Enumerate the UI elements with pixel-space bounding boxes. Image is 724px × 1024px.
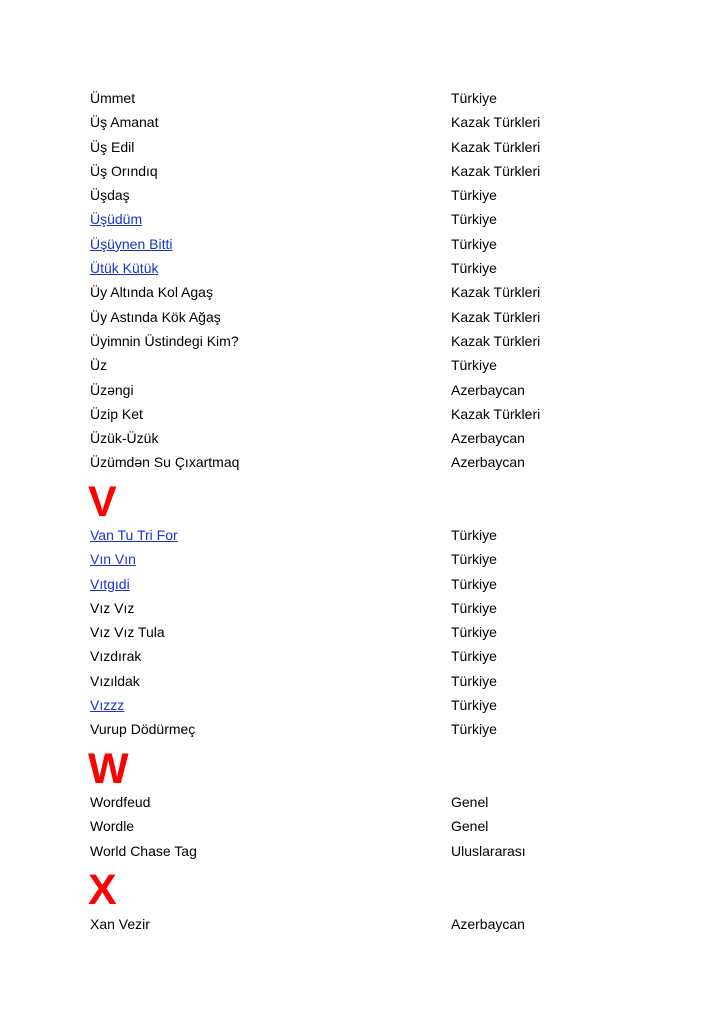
game-region: Türkiye — [451, 624, 497, 641]
game-name: Üyimnin Üstindegi Kim? — [90, 332, 239, 349]
game-region: Türkiye — [451, 575, 497, 592]
section-letter-x: X — [88, 866, 117, 914]
game-name: Üzük-Üzük — [90, 430, 159, 447]
game-region: Kazak Türkleri — [451, 138, 541, 155]
section-v — [90, 523, 650, 742]
game-region: Türkiye — [451, 599, 497, 616]
game-region: Kazak Türkleri — [451, 405, 541, 422]
list-item — [90, 378, 650, 402]
game-name: Üzip Ket — [90, 405, 143, 422]
section-w — [90, 790, 650, 863]
game-region: Türkiye — [451, 235, 497, 252]
list-item — [90, 450, 650, 474]
game-name-link[interactable]: Üşüynen Bitti — [90, 235, 173, 252]
game-name: Vız Vız — [90, 599, 135, 616]
game-region: Kazak Türkleri — [451, 308, 541, 325]
game-region: Azerbaycan — [451, 381, 525, 398]
section-x — [90, 912, 650, 936]
list-item — [90, 912, 650, 936]
game-region: Türkiye — [451, 672, 497, 689]
list-item — [90, 232, 650, 256]
list-item — [90, 256, 650, 280]
list-item — [90, 547, 650, 571]
list-item — [90, 693, 650, 717]
game-name-link[interactable]: Üşüdüm — [90, 211, 143, 228]
list-item — [90, 572, 650, 596]
game-name-link[interactable]: Vın Vın — [90, 551, 136, 568]
section-u — [90, 86, 650, 475]
list-item — [90, 644, 650, 668]
game-region: Türkiye — [451, 260, 497, 277]
section-letter-w: W — [88, 745, 129, 793]
game-name: World Chase Tag — [90, 842, 197, 859]
list-item — [90, 280, 650, 304]
game-name: Wordfeud — [90, 794, 151, 810]
list-item — [90, 329, 650, 353]
game-region: Türkiye — [451, 697, 497, 714]
game-name: Vızdırak — [90, 648, 142, 665]
game-name: Üşdaş — [90, 187, 130, 204]
game-region: Türkiye — [451, 551, 497, 568]
game-region: Azerbaycan — [451, 454, 525, 471]
game-region: Genel — [451, 818, 489, 835]
game-region: Türkiye — [451, 90, 497, 106]
game-region: Kazak Türkleri — [451, 162, 541, 179]
list-item — [90, 596, 650, 620]
game-name: Wordle — [90, 818, 135, 835]
list-item — [90, 183, 650, 207]
game-name-link[interactable]: Vıtgıdi — [90, 575, 130, 592]
list-item — [90, 669, 650, 693]
game-region: Genel — [451, 794, 489, 810]
list-item — [90, 620, 650, 644]
game-region: Türkiye — [451, 527, 497, 543]
list-item — [90, 305, 650, 329]
game-name-link[interactable]: Vızzz — [90, 697, 125, 714]
game-region: Uluslararası — [451, 842, 526, 859]
game-name: Ümmet — [90, 90, 136, 106]
game-region: Azerbaycan — [451, 916, 525, 932]
game-name: Vızıldak — [90, 672, 140, 689]
game-name: Üzümdən Su Çıxartmaq — [90, 454, 240, 471]
game-region: Türkiye — [451, 357, 497, 374]
list-item — [90, 839, 650, 863]
game-region: Türkiye — [451, 211, 497, 228]
game-name: Üy Astında Kök Ağaş — [90, 308, 221, 325]
list-item — [90, 159, 650, 183]
list-item — [90, 426, 650, 450]
game-region: Kazak Türkleri — [451, 114, 541, 131]
game-region: Türkiye — [451, 721, 497, 738]
list-item — [90, 814, 650, 838]
game-region: Kazak Türkleri — [451, 284, 541, 301]
list-item — [90, 110, 650, 134]
list-item — [90, 402, 650, 426]
game-name-link[interactable]: Van Tu Tri For — [90, 527, 178, 543]
game-name: Vurup Dödürmeç — [90, 721, 196, 738]
game-name: Üy Altında Kol Agaş — [90, 284, 213, 301]
list-item — [90, 717, 650, 741]
game-name: Üş Orındıq — [90, 162, 158, 179]
game-name: Üş Edil — [90, 138, 135, 155]
list-item — [90, 353, 650, 377]
game-name: Üş Amanat — [90, 114, 159, 131]
game-name: Üz — [90, 357, 108, 374]
section-letter-v: V — [88, 478, 117, 526]
game-name: Xan Vezir — [90, 916, 150, 932]
list-item — [90, 790, 650, 814]
game-name: Vız Vız Tula — [90, 624, 165, 641]
game-region: Türkiye — [451, 648, 497, 665]
game-region: Azerbaycan — [451, 430, 525, 447]
list-item — [90, 135, 650, 159]
game-name: Üzəngi — [90, 381, 134, 398]
list-item — [90, 523, 650, 547]
game-region: Kazak Türkleri — [451, 332, 541, 349]
list-item — [90, 207, 650, 231]
game-name-link[interactable]: Ütük Kütük — [90, 260, 159, 277]
game-region: Türkiye — [451, 187, 497, 204]
list-item — [90, 86, 650, 110]
